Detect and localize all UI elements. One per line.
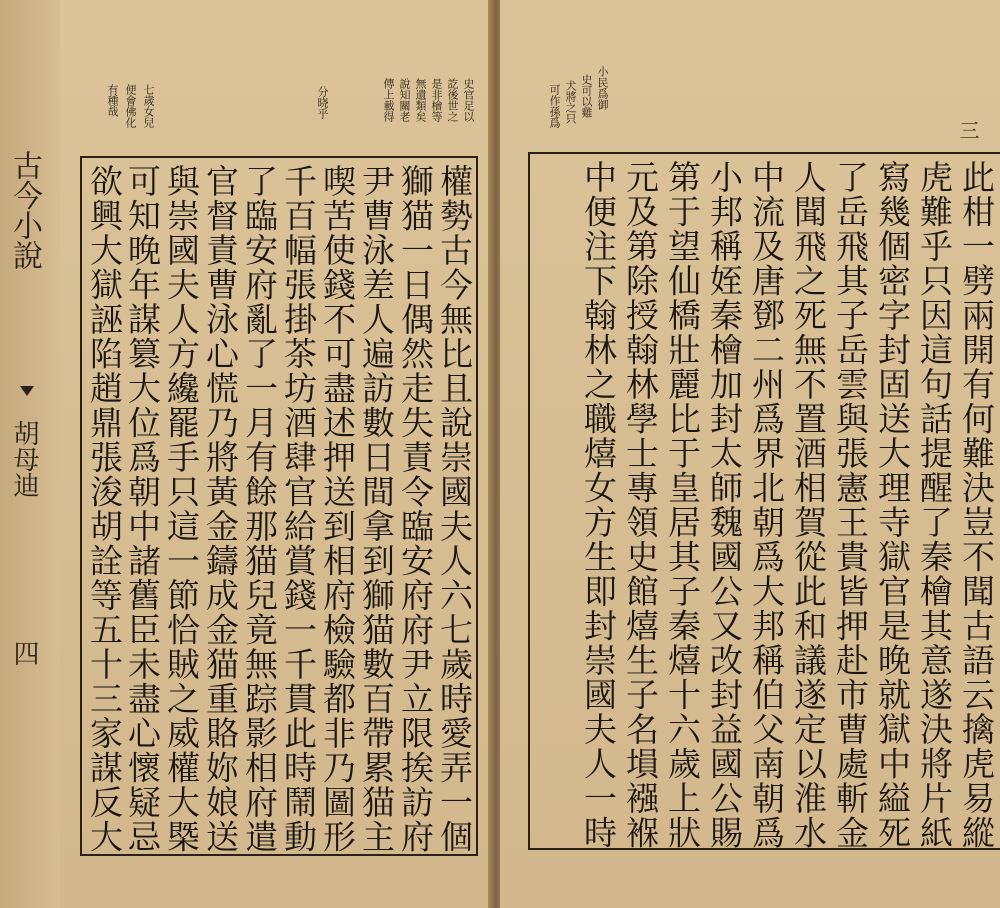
annotation-note: 訖後世之 <box>446 78 459 122</box>
text-column: 寫幾個密字封固送大理寺獄官是晚就獄中縊死 <box>873 160 912 850</box>
annotation-note: 史可以雞 <box>580 74 593 118</box>
left-page <box>0 0 492 908</box>
right-page <box>500 0 1000 908</box>
text-column: 元及第除授翰林學士專領史館熺生子名塤襁褓 <box>621 160 660 850</box>
text-column: 官督責曹泳心慌乃將黃金鑄成金猫重賂妳娘送 <box>201 164 240 854</box>
text-column: 喫苦使錢不可盡述押送到相府檢驗都非乃圖形 <box>318 164 357 854</box>
text-column: 權勢古今無比且說崇國夫人六七歲時愛弄一個 <box>435 164 474 854</box>
annotation-note: 是非檜等 <box>430 78 443 122</box>
text-column: 千百幅張掛茶坊酒肆官給賞錢一千貫此時鬧動 <box>279 164 318 854</box>
annotation-note: 史官足以 <box>462 78 475 122</box>
margin-page-number: 四 <box>9 640 39 666</box>
margin-book-title: 古今小說 <box>7 150 42 270</box>
annotation-note: 可作孫爲 <box>548 84 561 128</box>
annotation-note: 有種哉 <box>106 84 119 117</box>
margin-page-number: 三 <box>956 120 980 140</box>
annotation-note: 傳上載得 <box>382 78 395 122</box>
annotation-note: 無遺類矣 <box>414 78 427 122</box>
text-column: 中流及唐鄧二州爲界北朝爲大邦稱伯父南朝爲 <box>747 160 786 850</box>
text-column: 第于望仙橋壯麗比于皇居其子秦熺十六歲上狀 <box>663 160 702 850</box>
annotation-note: 小民爲御 <box>596 66 609 110</box>
annotation-note: 說知關老 <box>398 78 411 122</box>
text-column: 虎難乎只因這句話提醒了秦檜其意遂決將片紙 <box>915 160 954 850</box>
text-column: 人聞飛之死無不置酒相賀從此和議遂定以淮水 <box>789 160 828 850</box>
text-frame <box>80 156 478 856</box>
text-column: 中便注下翰林之職熺女方生即封崇國夫人一時 <box>579 160 618 850</box>
annotation-note: 分晓乎 <box>316 86 329 119</box>
annotation-note: 便會佛化 <box>124 84 137 128</box>
text-column: 了臨安府亂了一月有餘那猫兒竟無踪影相府遣 <box>240 164 279 854</box>
text-column: 小邦稱姪秦檜加封太師魏國公又改封益國公賜 <box>705 160 744 850</box>
annotation-note: 犬將之只 <box>564 80 577 124</box>
text-column: 了岳飛其子岳雲與張憲王貴皆押赴市曹處斬金 <box>831 160 870 850</box>
text-column: 可知晚年謀篡大位爲朝中諸舊臣未盡心懷疑忌 <box>123 164 162 854</box>
text-column: 獅猫一日偶然走失責令臨安府府尹立限挨訪府 <box>396 164 435 854</box>
text-column: 尹曹泳差人遍訪數日間拿到獅猫數百帶累猫主 <box>357 164 396 854</box>
annotation-note: 七歲女兒 <box>142 84 155 128</box>
margin-chapter-title: 胡母迪 <box>9 420 39 498</box>
text-column: 此柑一劈兩開有何難決豈不聞古語云擒虎易縱 <box>957 160 996 850</box>
text-column: 欲興大獄誣陷趙鼎張浚胡詮等五十三家謀反大 <box>85 164 124 854</box>
text-column: 與崇國夫人方纔罷手只這一節恰賊之威權大槩 <box>162 164 201 854</box>
text-frame <box>528 152 1000 850</box>
